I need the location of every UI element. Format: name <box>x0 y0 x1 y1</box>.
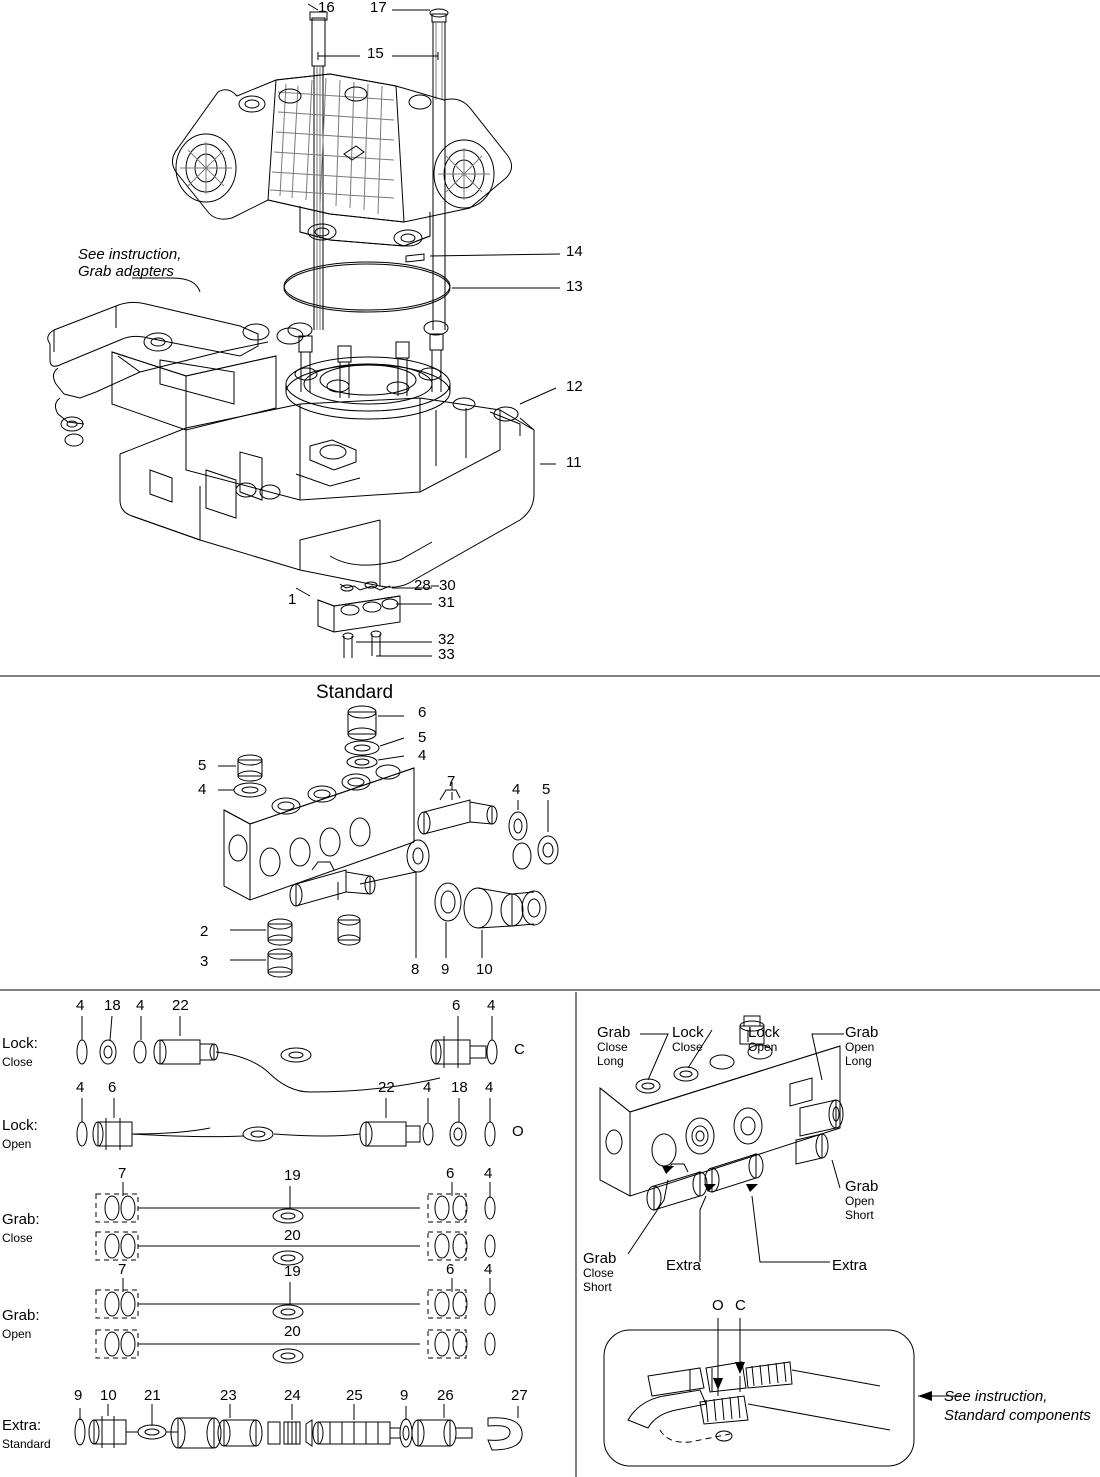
callout-33: 33 <box>438 646 455 663</box>
callout-8: 8 <box>411 961 420 978</box>
port-label-grab-open-short <box>845 1178 878 1223</box>
port-line2: Open <box>845 1194 875 1209</box>
port-line1: Lock <box>748 1024 780 1041</box>
r1-callout-18: 18 <box>104 997 121 1014</box>
callout-7: 7 <box>447 773 456 790</box>
port-line2: Open <box>845 1040 875 1055</box>
port-label-extra-2: Extra <box>832 1257 868 1274</box>
row-sublabel-lock-close: Close <box>2 1055 33 1069</box>
row-label-grab-close: Grab: <box>2 1211 40 1228</box>
port-line2: Close <box>672 1040 703 1055</box>
row-label-lock-open: Lock: <box>2 1117 38 1134</box>
r4-callout-19: 19 <box>284 1263 301 1280</box>
r5-callout-24: 24 <box>284 1387 301 1404</box>
r5-callout-27: 27 <box>511 1387 528 1404</box>
port-line3: Short <box>845 1208 874 1223</box>
r3-callout-20: 20 <box>284 1227 301 1244</box>
r4-callout-6: 6 <box>446 1261 455 1278</box>
r5-callout-10: 10 <box>100 1387 117 1404</box>
callout-12: 12 <box>566 378 583 395</box>
r5-callout-23: 23 <box>220 1387 237 1404</box>
r1-callout-6: 6 <box>452 997 461 1014</box>
inset-label-c: C <box>735 1297 746 1314</box>
inset-label-o: O <box>712 1297 724 1314</box>
r1-callout-4a: 4 <box>76 997 85 1014</box>
r5-callout-25: 25 <box>346 1387 363 1404</box>
r4-callout-4: 4 <box>484 1261 493 1278</box>
r3-callout-7: 7 <box>118 1165 127 1182</box>
callout-4-left: 4 <box>198 781 207 798</box>
r2-callout-4a: 4 <box>76 1079 85 1096</box>
r4-callout-7: 7 <box>118 1261 127 1278</box>
callout-15: 15 <box>367 45 384 62</box>
row-sublabel-extra: Standard <box>2 1437 51 1451</box>
row-sublabel-lock-open: Open <box>2 1137 32 1151</box>
note-standard-components <box>944 1388 1091 1426</box>
callout-32: 32 <box>438 631 455 648</box>
row-label-lock-close <box>2 1036 38 1052</box>
row-sublabel-grab-close: Close <box>2 1231 33 1245</box>
port-label-lock-close <box>672 1024 704 1055</box>
port-line3: Long <box>845 1054 872 1069</box>
port-label-extra-1: Extra <box>666 1257 702 1274</box>
callout-4-right: 4 <box>512 781 521 798</box>
note-line1: See instruction, <box>944 1388 1048 1405</box>
note-grab-adapters <box>78 246 181 281</box>
note-line1: See instruction, <box>78 246 182 263</box>
callout-3: 3 <box>200 953 209 970</box>
callout-11: 11 <box>566 454 582 471</box>
port-label-grab-close-long <box>597 1024 630 1069</box>
r5-callout-26: 26 <box>437 1387 454 1404</box>
callout-28-30: 28–30 <box>414 577 456 594</box>
panel1-artwork <box>48 4 560 658</box>
callout-5-right: 5 <box>542 781 551 798</box>
r3-callout-19: 19 <box>284 1167 301 1184</box>
port-line1: Lock <box>672 1024 704 1041</box>
port-line2: Close <box>583 1266 614 1281</box>
r1-callout-4b: 4 <box>136 997 145 1014</box>
r1-end-label-c: C <box>514 1041 525 1058</box>
callout-10: 10 <box>476 961 493 978</box>
panel2-heading: Standard <box>316 682 394 703</box>
row-sublabel-grab-open: Open <box>2 1327 32 1341</box>
r5-callout-9b: 9 <box>400 1387 409 1404</box>
panel4-artwork <box>600 1016 960 1466</box>
port-label-grab-open-long <box>845 1024 878 1069</box>
r1-callout-4c: 4 <box>487 997 496 1014</box>
panel2-artwork <box>218 706 558 977</box>
r2-callout-22: 22 <box>378 1079 395 1096</box>
port-label-lock-open <box>748 1024 780 1055</box>
r2-callout-4c: 4 <box>485 1079 494 1096</box>
callout-16: 16 <box>318 0 335 16</box>
port-line2: Close <box>597 1040 628 1055</box>
callout-9: 9 <box>441 961 450 978</box>
port-line1: Grab <box>845 1178 879 1195</box>
note-line2: Standard components <box>944 1406 1091 1424</box>
r5-callout-21: 21 <box>144 1387 161 1404</box>
r2-callout-18: 18 <box>451 1079 468 1096</box>
callout-6-top: 6 <box>418 704 427 721</box>
r3-callout-6: 6 <box>446 1165 455 1182</box>
port-line1: Grab <box>597 1024 631 1041</box>
r5-callout-9a: 9 <box>74 1387 83 1404</box>
port-line3: Short <box>583 1280 612 1295</box>
r2-callout-6: 6 <box>108 1079 117 1096</box>
row-label-grab-open: Grab: <box>2 1307 40 1324</box>
row-label-name: Lock: <box>2 1035 38 1052</box>
callout-5-top: 5 <box>418 729 427 746</box>
r2-end-label-o: O <box>512 1123 524 1140</box>
r2-callout-4b: 4 <box>423 1079 432 1096</box>
row-label-extra: Extra: <box>2 1417 42 1434</box>
callout-4-top: 4 <box>418 747 427 764</box>
port-line2: Open <box>748 1040 778 1055</box>
port-line1: Grab <box>583 1250 617 1267</box>
r4-callout-20: 20 <box>284 1323 301 1340</box>
note-line2: Grab adapters <box>78 263 174 281</box>
callout-1: 1 <box>288 591 297 608</box>
callout-14: 14 <box>566 243 583 260</box>
port-line1: Grab <box>845 1024 879 1041</box>
callout-31: 31 <box>438 594 455 611</box>
r1-callout-22: 22 <box>172 997 189 1014</box>
callout-2: 2 <box>200 923 209 940</box>
callout-5-left: 5 <box>198 757 207 774</box>
callout-13: 13 <box>566 278 583 295</box>
port-line3: Long <box>597 1054 624 1069</box>
callout-17: 17 <box>370 0 387 16</box>
port-label-grab-close-short <box>583 1250 616 1295</box>
r3-callout-4: 4 <box>484 1165 493 1182</box>
